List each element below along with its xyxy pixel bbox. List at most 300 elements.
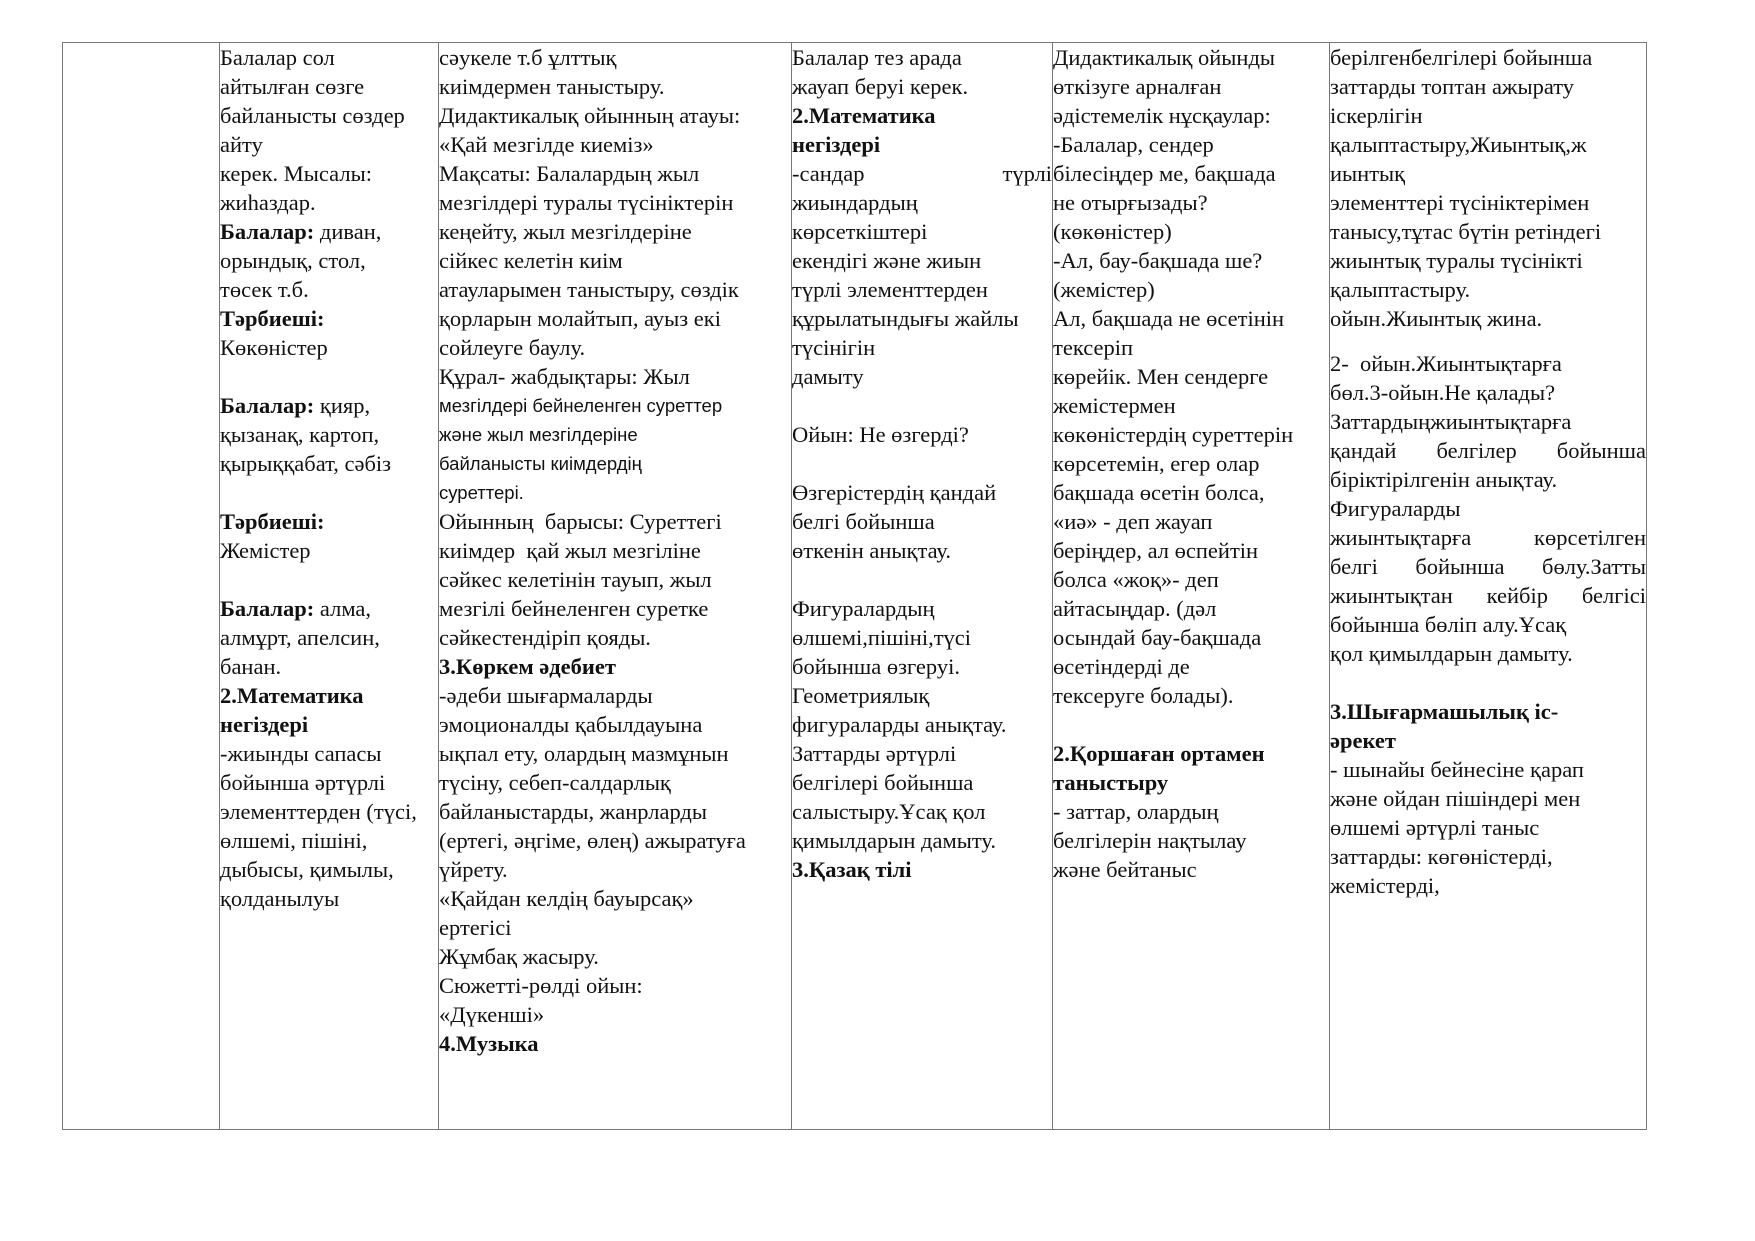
text-line: [1330, 523, 1646, 552]
text-line: [1330, 217, 1646, 246]
text-line: [1053, 681, 1329, 710]
text-line: [1330, 436, 1646, 465]
text-line: [1053, 188, 1329, 217]
line-text: Балалар сол: [220, 45, 335, 70]
text-line: [439, 826, 791, 855]
text-line: [220, 884, 438, 913]
line-text: беріңдер, ал өспейтін: [1053, 538, 1259, 563]
line-text: жиындардың: [792, 190, 918, 215]
text-line: [792, 826, 1052, 855]
text-line: [220, 420, 438, 449]
blank-line: [220, 362, 438, 391]
text-line: [1053, 43, 1329, 72]
bold-text: 4.Музыка: [439, 1031, 539, 1056]
line-text: -Балалар, сендер: [1053, 132, 1214, 157]
line-text: ойын.Жиынтық жина.: [1330, 306, 1543, 331]
bold-text: 2.Математика: [792, 103, 936, 128]
text-line: [1053, 536, 1329, 565]
line-text: суреттері.: [439, 482, 524, 503]
line-text: болса «жоқ»- деп: [1053, 567, 1219, 592]
text-line: [220, 43, 438, 72]
line-text: жауап беруі керек.: [792, 74, 969, 99]
line-text: - шынайы бейнесіне қарап: [1330, 757, 1584, 782]
line-text: (ертегі, әңгіме, өлең) ажыратуға: [439, 828, 746, 853]
line-text: Ал, бақшада не өсетінін: [1053, 306, 1285, 331]
text-line: [220, 536, 438, 565]
line-text: айту: [220, 132, 263, 157]
text-line: [792, 507, 1052, 536]
text-line: [1330, 465, 1646, 494]
line-text: төсек т.б.: [220, 277, 309, 302]
text-line: [439, 768, 791, 797]
text-line: [792, 159, 1052, 188]
line-text: алмұрт, апелсин,: [220, 625, 380, 650]
text-line: [439, 797, 791, 826]
text-line: [1053, 101, 1329, 130]
bold-text: әрекет: [1330, 728, 1396, 753]
text-line: [1053, 739, 1329, 768]
text-line: [1330, 275, 1646, 304]
bold-text: Тәрбиеші:: [220, 509, 325, 534]
bold-text: негіздері: [220, 712, 309, 737]
line-text: Көкөністер: [220, 335, 328, 360]
bold-text: 3.Шығармашылық іс-: [1330, 699, 1559, 724]
text-line: [1330, 378, 1646, 407]
line-text: орындық, стол,: [220, 248, 366, 273]
text-line: [1330, 784, 1646, 813]
table-cell-1: [220, 43, 439, 1130]
text-line: [220, 739, 438, 768]
text-line: [1330, 407, 1646, 436]
text-line: [792, 652, 1052, 681]
line-text: түсінігін: [792, 335, 876, 360]
line-text: біріктірілгенін анықтау.: [1330, 467, 1558, 492]
text-line: [220, 594, 438, 623]
line-text: (көкөністер): [1053, 219, 1172, 244]
text-line: [1053, 246, 1329, 275]
text-line: [220, 246, 438, 275]
line-text: байланысты киімдердің: [439, 453, 642, 474]
text-line: [439, 43, 791, 72]
text-line: [220, 623, 438, 652]
bold-text: 2.Қоршаған ортамен: [1053, 741, 1265, 766]
text-line: [439, 652, 791, 681]
text-line: [439, 159, 791, 188]
line-text: қол қимылдарын дамыту.: [1330, 641, 1573, 666]
line-text: -сандар түрлі: [792, 161, 1052, 186]
text-line: [1330, 304, 1646, 333]
text-line: [439, 362, 791, 391]
text-line: [1053, 478, 1329, 507]
text-line: [792, 130, 1052, 159]
line-text: «Қайдан келдің бауырсақ»: [439, 886, 694, 911]
line-text: киімдер қай жыл мезгіліне: [439, 538, 701, 563]
text-line: [439, 130, 791, 159]
text-line: [792, 855, 1052, 884]
line-text: ертегісі: [439, 915, 512, 940]
bold-text: Балалар:: [220, 219, 315, 244]
text-line: [792, 797, 1052, 826]
text-line: [220, 101, 438, 130]
text-line: [1330, 188, 1646, 217]
text-line: [1053, 449, 1329, 478]
text-line: [1053, 217, 1329, 246]
line-text: -жиынды сапасы: [220, 741, 382, 766]
text-line: [439, 217, 791, 246]
text-line: [1330, 726, 1646, 755]
text-line: [439, 942, 791, 971]
line-text: -Ал, бау-бақшада ше?: [1053, 248, 1263, 273]
text-line: [792, 681, 1052, 710]
text-line: [792, 623, 1052, 652]
text-line: [792, 246, 1052, 275]
line-text: бойынша өзгеруі.: [792, 654, 960, 679]
line-text: өткенін анықтау.: [792, 538, 952, 563]
line-text: сійкес келетін киім: [439, 248, 623, 273]
line-text: қырыққабат, сәбіз: [220, 451, 392, 476]
bold-text: 3.Көркем әдебиет: [439, 654, 616, 679]
text-line: [220, 159, 438, 188]
text-line: [439, 101, 791, 130]
text-line: [1053, 623, 1329, 652]
text-line: [439, 623, 791, 652]
line-text: белгілері бойынша: [792, 770, 974, 795]
text-line: [220, 710, 438, 739]
text-line: [439, 1000, 791, 1029]
text-line: [439, 1029, 791, 1058]
text-line: [1330, 494, 1646, 523]
bold-text: Балалар:: [220, 393, 315, 418]
line-text: жиынтық туралы түсінікті: [1330, 248, 1583, 273]
text-line: [220, 333, 438, 362]
line-text: Мақсаты: Балалардың жыл: [439, 161, 700, 186]
line-text: Фигураларды: [1330, 496, 1461, 521]
line-text: дыбысы, қимылы,: [220, 857, 394, 882]
blank-line: [792, 565, 1052, 594]
text-line: [1053, 391, 1329, 420]
text-line: [1053, 333, 1329, 362]
line-text: фигураларды анықтау.: [792, 712, 1007, 737]
text-line: [1053, 826, 1329, 855]
line-text-rest: алма,: [314, 596, 372, 621]
line-text: осындай бау-бақшада: [1053, 625, 1262, 650]
line-text: сойлеуге баулу.: [439, 335, 586, 360]
text-line: [792, 275, 1052, 304]
line-text: кеңейту, жыл мезгілдеріне: [439, 219, 692, 244]
text-line: [1330, 130, 1646, 159]
text-line: [792, 478, 1052, 507]
line-text: Өзгерістердің қандай: [792, 480, 997, 505]
text-line: [439, 391, 791, 420]
line-text: танысу,тұтас бүтін ретіндегі: [1330, 219, 1602, 244]
line-text: жиһаздар.: [220, 190, 316, 215]
line-text: қалыптастыру.: [1330, 277, 1471, 302]
text-line: [220, 855, 438, 884]
line-text: өткізуге арналған: [1053, 74, 1222, 99]
table-cell-0: [63, 43, 220, 1130]
line-text: Жұмбақ жасыру.: [439, 944, 599, 969]
line-text: иынтық: [1330, 161, 1406, 186]
line-text: өлшемі әртүрлі таныс: [1330, 815, 1540, 840]
line-text: Ойынның барысы: Суреттегі: [439, 509, 722, 534]
text-line: [439, 710, 791, 739]
table-cell-2: [439, 43, 792, 1130]
text-line: [1330, 349, 1646, 378]
text-line: [220, 304, 438, 333]
line-text: қорларын молайтып, ауыз екі: [439, 306, 721, 331]
text-line: [220, 449, 438, 478]
line-text: байланысты сөздер: [220, 103, 405, 128]
line-text: «иә» - деп жауап: [1053, 509, 1213, 534]
text-line: [792, 333, 1052, 362]
text-line: [1330, 72, 1646, 101]
line-text: бөл.3-ойын.Не қалады?: [1330, 380, 1556, 405]
line-text: білесіңдер ме, бақшада: [1053, 161, 1276, 186]
line-text: және жыл мезгілдеріне: [439, 424, 638, 445]
line-text: қолданылуы: [220, 886, 340, 911]
line-text: екендігі және жиын: [792, 248, 982, 273]
text-line: [220, 826, 438, 855]
text-line: [792, 217, 1052, 246]
text-line: [439, 188, 791, 217]
line-text: Заттарды әртүрлі: [792, 741, 957, 766]
line-text: өлшемі,пішіні,түсі: [792, 625, 972, 650]
line-text: -әдеби шығармаларды: [439, 683, 653, 708]
text-line: [220, 275, 438, 304]
line-text: әдістемелік нұсқаулар:: [1053, 103, 1271, 128]
line-text: түсіну, себеп-салдарлық: [439, 770, 671, 795]
blank-line: [220, 565, 438, 594]
line-text: Заттардыңжиынтықтарға: [1330, 409, 1572, 434]
line-text: Жемістер: [220, 538, 311, 563]
text-line: [1053, 420, 1329, 449]
text-line: [792, 72, 1052, 101]
lesson-plan-table: [62, 42, 1647, 1130]
text-line: [792, 768, 1052, 797]
line-text: мезгілдері туралы түсініктерін: [439, 190, 734, 215]
text-line: [792, 362, 1052, 391]
text-line: [1330, 610, 1646, 639]
line-text-rest: диван,: [314, 219, 382, 244]
line-text-rest: қияр,: [314, 393, 371, 418]
text-line: [220, 768, 438, 797]
line-text: Ойын: Не өзгерді?: [792, 422, 969, 447]
text-line: [1053, 768, 1329, 797]
line-text: байланыстарды, жанрларды: [439, 799, 707, 824]
line-text: атауларымен таныстыру, сөздік: [439, 277, 739, 302]
text-line: [792, 43, 1052, 72]
table-cell-3: [792, 43, 1053, 1130]
line-text: «Қай мезгілде киеміз»: [439, 132, 654, 157]
line-text: заттарды топтан ажырату: [1330, 74, 1575, 99]
text-line: [792, 536, 1052, 565]
line-text: құрылатындығы жайлы: [792, 306, 1019, 331]
text-line: [439, 913, 791, 942]
text-line: [439, 565, 791, 594]
line-text: керек. Мысалы:: [220, 161, 372, 186]
line-text: көрсетемін, егер олар: [1053, 451, 1260, 476]
text-line: [220, 507, 438, 536]
text-line: [220, 797, 438, 826]
line-text: ықпал ету, олардың мазмұнын: [439, 741, 729, 766]
text-line: [1053, 72, 1329, 101]
text-line: [439, 681, 791, 710]
table-row: [63, 43, 1647, 1130]
line-text: жемістермен: [1053, 393, 1176, 418]
text-line: [1330, 842, 1646, 871]
line-text: жиынтықтарға көрсетілген: [1330, 525, 1646, 550]
line-text: - заттар, олардың: [1053, 799, 1219, 824]
text-line: [439, 304, 791, 333]
blank-line: [1053, 710, 1329, 739]
line-text: (жемістер): [1053, 277, 1155, 302]
line-text: белгі бойынша: [792, 509, 935, 534]
text-line: [439, 449, 791, 478]
text-line: [439, 536, 791, 565]
line-text: қандай белгілер бойынша: [1330, 438, 1646, 463]
line-text: көкөністердің суреттерін: [1053, 422, 1294, 447]
line-text: 2- ойын.Жиынтықтарға: [1330, 351, 1562, 376]
text-line: [439, 72, 791, 101]
line-text: айтасыңдар. (дәл: [1053, 596, 1217, 621]
text-line: [1330, 813, 1646, 842]
line-text: Сюжетті-рөлді ойын:: [439, 973, 643, 998]
line-text: бойынша бөліп алу.Ұсақ: [1330, 612, 1567, 637]
text-line: [1330, 697, 1646, 726]
line-text: қызанақ, картоп,: [220, 422, 380, 447]
line-text: жемістерді,: [1330, 873, 1440, 898]
line-text: қимылдарын дамыту.: [792, 828, 996, 853]
blank-line: [1330, 668, 1646, 697]
line-text: салыстыру.Ұсақ қол: [792, 799, 986, 824]
text-line: [1330, 246, 1646, 275]
text-line: [1053, 594, 1329, 623]
text-line: [1053, 652, 1329, 681]
line-text: Фигуралардың: [792, 596, 935, 621]
text-line: [1330, 43, 1646, 72]
text-line: [439, 855, 791, 884]
line-text: сәйкестендіріп қояды.: [439, 625, 651, 650]
bold-text: 3.Қазақ тілі: [792, 857, 912, 882]
line-text: киімдермен таныстыру.: [439, 74, 665, 99]
line-text: белгілерін нақтылау: [1053, 828, 1247, 853]
text-line: [1053, 362, 1329, 391]
line-text: элементтері түсініктерімен: [1330, 190, 1590, 215]
line-text: мезгілі бейнеленген суретке: [439, 596, 709, 621]
line-text: белгі бойынша бөлу.Затты: [1330, 554, 1646, 579]
line-text: айтылған сөзге: [220, 74, 365, 99]
text-line: [220, 652, 438, 681]
line-text: Дидактикалық ойынды: [1053, 45, 1276, 70]
text-line: [220, 217, 438, 246]
text-line: [439, 594, 791, 623]
text-line: [792, 101, 1052, 130]
text-line: [1330, 552, 1646, 581]
text-line: [792, 710, 1052, 739]
text-line: [220, 681, 438, 710]
text-line: [1330, 871, 1646, 900]
text-line: [792, 739, 1052, 768]
line-text: және ойдан пішіндері мен: [1330, 786, 1581, 811]
line-text: сәйкес келетінін тауып, жыл: [439, 567, 712, 592]
text-line: [1053, 304, 1329, 333]
line-text: бақшада өсетін болса,: [1053, 480, 1265, 505]
text-line: [1330, 101, 1646, 130]
text-line: [439, 478, 791, 507]
line-text: Дидактикалық ойынның атауы:: [439, 103, 741, 128]
blank-line: [792, 449, 1052, 478]
text-line: [792, 420, 1052, 449]
text-line: [1330, 639, 1646, 668]
bold-text: Балалар:: [220, 596, 315, 621]
line-text: тексеруге болады).: [1053, 683, 1234, 708]
line-text: Құрал- жабдықтары: Жыл: [439, 364, 690, 389]
text-line: [220, 391, 438, 420]
line-text: көрсеткіштері: [792, 219, 928, 244]
line-text: «Дүкенші»: [439, 1002, 545, 1027]
text-line: [1053, 565, 1329, 594]
line-text: бойынша әртүрлі: [220, 770, 386, 795]
line-text: Балалар тез арада: [792, 45, 962, 70]
line-text: қалыптастыру,Жиынтық,ж: [1330, 132, 1587, 157]
text-line: [792, 304, 1052, 333]
bold-text: негіздері: [792, 132, 881, 157]
line-text: дамыту: [792, 364, 864, 389]
line-text: көрейік. Мен сендерге: [1053, 364, 1269, 389]
text-line: [439, 246, 791, 275]
text-line: [792, 188, 1052, 217]
line-text: элементтерден (түсі,: [220, 799, 417, 824]
blank-line: [792, 391, 1052, 420]
text-line: [1330, 159, 1646, 188]
text-line: [1053, 507, 1329, 536]
text-line: [439, 420, 791, 449]
text-line: [439, 971, 791, 1000]
text-line: [1053, 275, 1329, 304]
blank-line: [220, 478, 438, 507]
line-text: не отырғызады?: [1053, 190, 1208, 215]
line-text: эмоционалды қабылдауына: [439, 712, 703, 737]
text-line: [792, 594, 1052, 623]
line-text: Геометриялық: [792, 683, 930, 708]
text-line: [220, 72, 438, 101]
line-text: өлшемі, пішіні,: [220, 828, 368, 853]
line-text: жиынтықтан кейбір белгісі: [1330, 583, 1646, 608]
line-text: түрлі элементтерден: [792, 277, 988, 302]
text-line: [439, 739, 791, 768]
line-text: берілгенбелгілері бойынша: [1330, 45, 1593, 70]
bold-text: таныстыру: [1053, 770, 1169, 795]
text-line: [439, 275, 791, 304]
bold-text: 2.Математика: [220, 683, 364, 708]
line-text: үйрету.: [439, 857, 508, 882]
text-line: [1330, 755, 1646, 784]
text-line: [439, 333, 791, 362]
line-text: және бейтаныс: [1053, 857, 1197, 882]
text-line: [220, 130, 438, 159]
line-text: мезгілдері бейнеленген суреттер: [439, 395, 723, 416]
text-line: [439, 507, 791, 536]
text-line: [1053, 797, 1329, 826]
line-text: банан.: [220, 654, 282, 679]
line-text: іскерлігін: [1330, 103, 1423, 128]
text-line: [1053, 130, 1329, 159]
text-line: [1053, 159, 1329, 188]
text-line: [1330, 581, 1646, 610]
line-text: заттарды: көгөністерді,: [1330, 844, 1553, 869]
table-cell-5: [1330, 43, 1647, 1130]
line-text: өсетіндерді де: [1053, 654, 1190, 679]
